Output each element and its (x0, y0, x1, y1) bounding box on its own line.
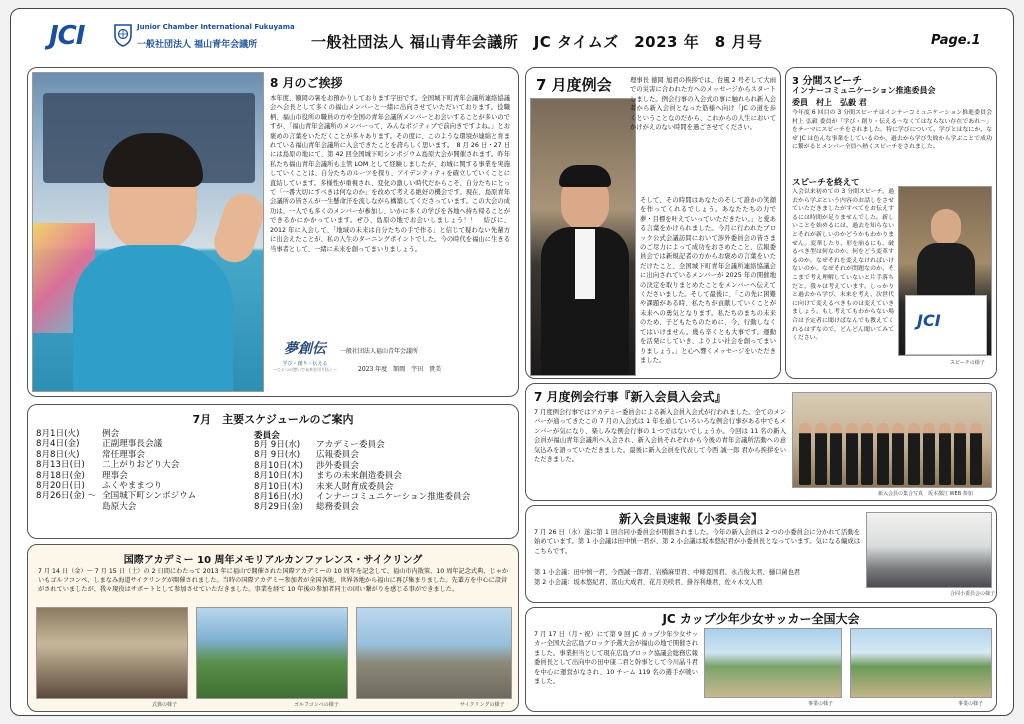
schedule-date: 8月 9日(水) (254, 450, 301, 461)
academy-photo-ceremony (36, 607, 188, 699)
schedule-event: 島原大会 (102, 501, 137, 512)
schedule-event: アカデミー委員会 (316, 440, 385, 450)
speech-title: 3 分間スピーチ (792, 76, 863, 87)
motto-main: 夢創伝 (284, 341, 326, 357)
photo-figure (877, 423, 889, 485)
shoiin-caption: 合同小委員会の様子 (950, 591, 996, 597)
schedule-event: 理事会 (102, 470, 128, 481)
schedule-date: 8月 9日(水) (254, 440, 301, 450)
speech-body-1: 今年度 6 回目の 3 分間スピーチはインナーコミュニケーション推進委員会 村上 弘毅 委員が「学び・創り・伝える〜なくてはならない存在であれ〜」をテーマにスピーチをされました。特に学びについて、学びとはなにか、なぜ JC は色んな事業をしているのか、過去から学び失敗から学ぶことで成功に繋がるとメンバー全員へ熱くスピーチをされました。 (792, 110, 992, 151)
nyukai-section (525, 383, 997, 501)
schedule-row (254, 502, 359, 512)
committee-heading: 委員会 (254, 431, 280, 441)
nyukai-caption: 新入会員の集合写真 坂本都江 WEB 参加 (878, 491, 973, 497)
page-number: Page.1 (931, 33, 981, 48)
photo-figure (954, 423, 966, 485)
motto-logo (272, 338, 338, 373)
schedule-event: 総務委員会 (316, 502, 359, 513)
schedule-row (36, 502, 136, 512)
greeting-photo (32, 72, 264, 392)
shoiin-body: 7 月 26 日（水）遂に第 1 回合同小委員会が開催されました。今年の新入会員は 2 つの小委員会に分かれて活動を始めています。第 1 小会議は田中慎一君が、第 2 小会議は坂本悠紀君が小委員長となっています。気になる編成はこちらです。 (534, 529, 860, 555)
schedule-date: 8月13日(日) (36, 460, 85, 471)
schedule-row (36, 460, 179, 470)
schedule-date: 8月10日(木) (254, 481, 303, 492)
shoiin-group-2: 第 2 小会議：坂本悠紀君、冨山大成君、花月美咲君、掛谷利雄君、佐々木文人君 (534, 579, 763, 586)
shoiin-group-1: 第 1 小会議：田中慎一君、今西誠一郎君、岩橋麻里君、中條克国君、永吉俊太君、樋口菌也君 (534, 569, 801, 576)
schedule-row (254, 461, 359, 471)
signature-org: 一般社団法人福山青年会議所 (340, 348, 419, 355)
soccer-photo-2 (850, 628, 992, 698)
soccer-caption-2: 事業の様子 (958, 701, 984, 707)
schedule-row (36, 481, 162, 491)
speech-podium-logo: JCI (917, 311, 941, 330)
jci-emblem-icon (113, 23, 133, 47)
schedule-event: 二上がりおどり大会 (102, 460, 180, 471)
schedule-event: 未来人財育成委員会 (316, 481, 394, 492)
org-name-jp: 一般社団法人 福山青年会議所 (137, 40, 258, 50)
speech-member: 委員 村上 弘毅 君 (792, 98, 867, 107)
soccer-section (525, 607, 997, 712)
speech-photo (898, 186, 992, 356)
photo-figure (861, 423, 873, 485)
schedule-date: 8月26日(金) 〜 (36, 491, 97, 502)
photo-figure (815, 423, 827, 485)
schedule-event: 渉外委員会 (316, 460, 359, 471)
schedule-date: 8月29日(金) (254, 502, 303, 513)
shoiin-title: 新入会員速報【小委員会】 (618, 512, 763, 526)
schedule-event: 全国城下町シンポジウム (102, 491, 197, 502)
reikai-body-1: 理事長 徳岡 旭君の挨拶では、台風 2 号そして大雨での災害に合われた方へのメッセージからスタートしました。例会行事の入会式の事に触れられ新入会者から新入会員となった筋様へ向け「JC の道を歩くということなのだから、これからの人生においてかけがえのない時間を過ごさせてください。 (630, 77, 776, 132)
signature-name: 2023 年度 額岡 宇田 貴美 (358, 366, 442, 373)
speech-section (785, 67, 997, 379)
schedule-row (36, 471, 128, 481)
speech-subtitle: スピーチを終えて (792, 178, 860, 188)
schedule-row (36, 450, 145, 460)
schedule-date: 8月16日(水) (254, 492, 303, 502)
nyukai-title: 7 月度例会行事『新入会員入会式』 (534, 390, 727, 404)
academy-body: 7 月 14 日（金）〜 7 月 15 日（土）の 2 日間にわたって 2013 年に福山で開催された国際アカデミーの 10 周年を記念して、福山市内散策、10 周年記念式典、じゃかいもゴルフコンペ、しまなみ海道サイクリングが開催されました。当時の国際アカデミー参加者が全国各地、世界各地から福山に再び集まりました。先輩方を中心に設営がされていましたが、我々現役はサポートとして参加させていただきました。事業を経て 10 年後の参加者同士の固い繋がりを感じる事ができました。 (38, 568, 509, 593)
schedule-row (36, 491, 196, 501)
photo-figure (908, 423, 920, 485)
reikai-title: 7 月度例会 (536, 76, 612, 94)
schedule-section (27, 404, 519, 539)
photo-figure (939, 423, 951, 485)
academy-photo-golf (196, 607, 348, 699)
schedule-date: 8月20日(日) (36, 481, 85, 491)
schedule-row (36, 439, 162, 449)
soccer-caption-1: 事業の様子 (808, 701, 834, 707)
soccer-photo-1 (704, 628, 842, 698)
schedule-event: 正副理事長会議 (102, 439, 163, 450)
reikai-body-2: そして、その時間はあなたのそして誰かの笑顔を作ってくれるでしょう。あなたたちの力で夢・目標を叶えていっていただきたい。」と愛ある言葉をかけられました。今月に行われたブロック公式会議訪問において涉外委員会の皆さまのご尽力によって成功をおさめたこと、広報委員会では新規記者の方からお褒めの言葉をいただけたこと、全国城下町青年会議所連絡協議会に出向されているメンバーが 2025 年の開催地の決定を取りまとめたことをメンバーへ伝えてくださいました。そして最後に、「この先に困難や課題がある時、私たちが貢献していくことが未来への勇気となります。私たちのまちの未来のため、子どもたちのために、今、行動しなくてはいけません。幾ら辛くとも大事です。運動を活発にしていき、よりよい社会を創ってまいりましょう。」と心へ響くメッセージをいただきました。 (640, 197, 776, 364)
schedule-event: 広報委員会 (316, 450, 359, 461)
newsletter-page (10, 8, 1014, 716)
academy-photo-cycling (356, 607, 512, 699)
greeting-title: 8 月のご挨拶 (270, 76, 343, 90)
schedule-date: 8月1日(火) (36, 429, 80, 439)
schedule-event: まちの未来創造委員会 (316, 471, 402, 482)
schedule-date: 8月10日(木) (254, 471, 303, 482)
motto-sub: 学び・創り・伝える (282, 361, 328, 367)
newsletter-title: 一般社団法人 福山青年会議所 JC タイムズ 2023 年 8 月号 (311, 33, 763, 51)
greeting-body: 本年度、額岡の暑をお預かりしております宇田です。全国城下町青年会議所連絡協議会へ会長として多くの福山メンバーと一緒に出向させていただいております。役職柄、福山市役所の職員の方や全国の青年会議所メンバーとお会いすることが多いのですが、「福山青年会議所のメンバーって、みんなポジティブで前向きですよね。」とお褒めの言葉をいただくことが多々あります。その度に、このような環境が連綿と育まれている福山青年会議所に入会できたことを誇らしく思います。 8 月 26 日・27 日には島原の地にて、第 42 回全国城下町シンポジウム島原大会が開催されます。昨年私たち福山青年会議所も主管 LOM として経験しましたが、お城に関する事業を実施していくことは、自分たちのルーツを探り、アイデンティティを確立していくことに直結しています。多様性が重視され、変化の激しい時代だからこそ、自分たちにとって「一番大切にすべきは何なのか」を改めて考える絶好の機会です。現在、島原青年会議所の皆さんが一生懸命汗を流しながら構築してくださっています。この大会の成功は、一人でも多くのメンバーが参加し、いかに多くの学びを各地へ持ち帰ることができるかにかかっています。ぜひ、島原の地でお会いしましょう！！ 結びに、2012 年に入会して、「地域の未来は自分たちの手で作る」と信じて疑わない先輩方に出会えたことが、私の人生のターニングポイントでした。今の時代を福山に生きる当事者として、一緒に未来を創ってまいりましょう。 (270, 95, 510, 253)
photo-figure (846, 423, 858, 485)
schedule-row (254, 450, 359, 460)
greeting-section (27, 67, 519, 397)
speech-body-2: 入会以来初めての 3 分間スピーチ。過去から学ぶという内容のお話しをさせていただきましたがすべてをお伝えするには時間が足りませんでした。新しいことを始めるには、過去を知らないとそれが新しいのかどうかもわかりません。変華したり、形を崩るにも、破るべき型は何なのか、何をどう変革するのか。なぜそれを変えなければいけないのか、なぜそれが問題なのか、そこまで考え理解していないと片手落ちだと、我々は考えています。しっかりと過去から学び、未来を考え、次世代に向けて変えるべきものは変えていきましょう。もし考えてもわからない場合は予定者に聞けばなんでも教えてくれるはずなので、どんどん聞いてみてください。 (792, 189, 894, 342)
speech-committee: インナーコミュニケーション推進委員会 (792, 86, 936, 95)
schedule-row (254, 440, 385, 450)
schedule-date: 8月4日(金) (36, 439, 80, 450)
nyukai-body: 7 月度例会行事ではアカデミー委員会による新入会員入会式が行われました。全てのメンバーが通ってきたこの 7 月の入会式は 1 年を通していろいろな例会行事がある中でもメンバーが気になり、楽しみな例会行事の 1 つではないでしょうか。今回は 11 名の新入会員が福山青年会議所へ入会され、新入会員それぞれから今後の青年会議所活動への意気込みを語っていただきました。最後に新入会員を代表して今西 誠一郎 君から挨拶をいただきました。 (534, 409, 786, 464)
nyukai-group-photo (792, 392, 992, 488)
academy-title: 国際アカデミー 10 周年メモリアルカンファレンス・サイクリング (123, 555, 423, 566)
speech-caption: スピーチの様子 (950, 360, 985, 366)
soccer-body: 7 月 17 日（月・祝）にて第 9 回 JC カップ少年少女サッカー全国大会広島ブロック予選大会が福山の地で開催されました。事業担当として現在広島ブロック協議会総務広報委員長として出向中の田中康二君と幹事として今川晶斗君を中心に運営がなされ、10 チーム 119 名の選手が戦いました。 (534, 631, 698, 686)
schedule-title: 7月 主要スケジュールのご案内 (192, 413, 354, 426)
schedule-event: 例会 (102, 429, 120, 439)
motto-tag: 〜ひとつの想いで未来を切り拓く〜 (273, 367, 337, 372)
schedule-row (254, 482, 393, 492)
photo-figure (799, 423, 811, 485)
schedule-row (254, 492, 470, 502)
academy-caption-2: ゴルフコンペの様子 (294, 702, 339, 708)
academy-caption-3: サイクリングの様子 (460, 702, 505, 708)
academy-caption-1: 式典の様子 (152, 702, 178, 708)
schedule-event: ふくやままつり (102, 481, 163, 491)
shoiin-section (525, 505, 997, 603)
schedule-row (254, 471, 402, 481)
schedule-event: 常任理事会 (102, 449, 145, 460)
jci-logo: JCI (49, 21, 85, 51)
photo-figure (923, 423, 935, 485)
reikai-photo (530, 98, 636, 376)
reikai-section (525, 67, 781, 379)
schedule-row (36, 429, 119, 439)
org-name-en: Junior Chamber International Fukuyama (137, 23, 295, 31)
academy-section (27, 544, 519, 712)
schedule-event: インナーコミュニケーション推進委員会 (316, 492, 471, 502)
schedule-date: 8月8日(火) (36, 449, 80, 460)
schedule-date: 8月10日(木) (254, 460, 303, 471)
photo-figure (830, 423, 842, 485)
photo-figure (892, 423, 904, 485)
soccer-title: JC カップ少年少女サッカー全国大会 (662, 612, 860, 626)
shoiin-photo (866, 512, 992, 588)
schedule-date: 8月18日(金) (36, 470, 85, 481)
photo-figure (970, 423, 982, 485)
